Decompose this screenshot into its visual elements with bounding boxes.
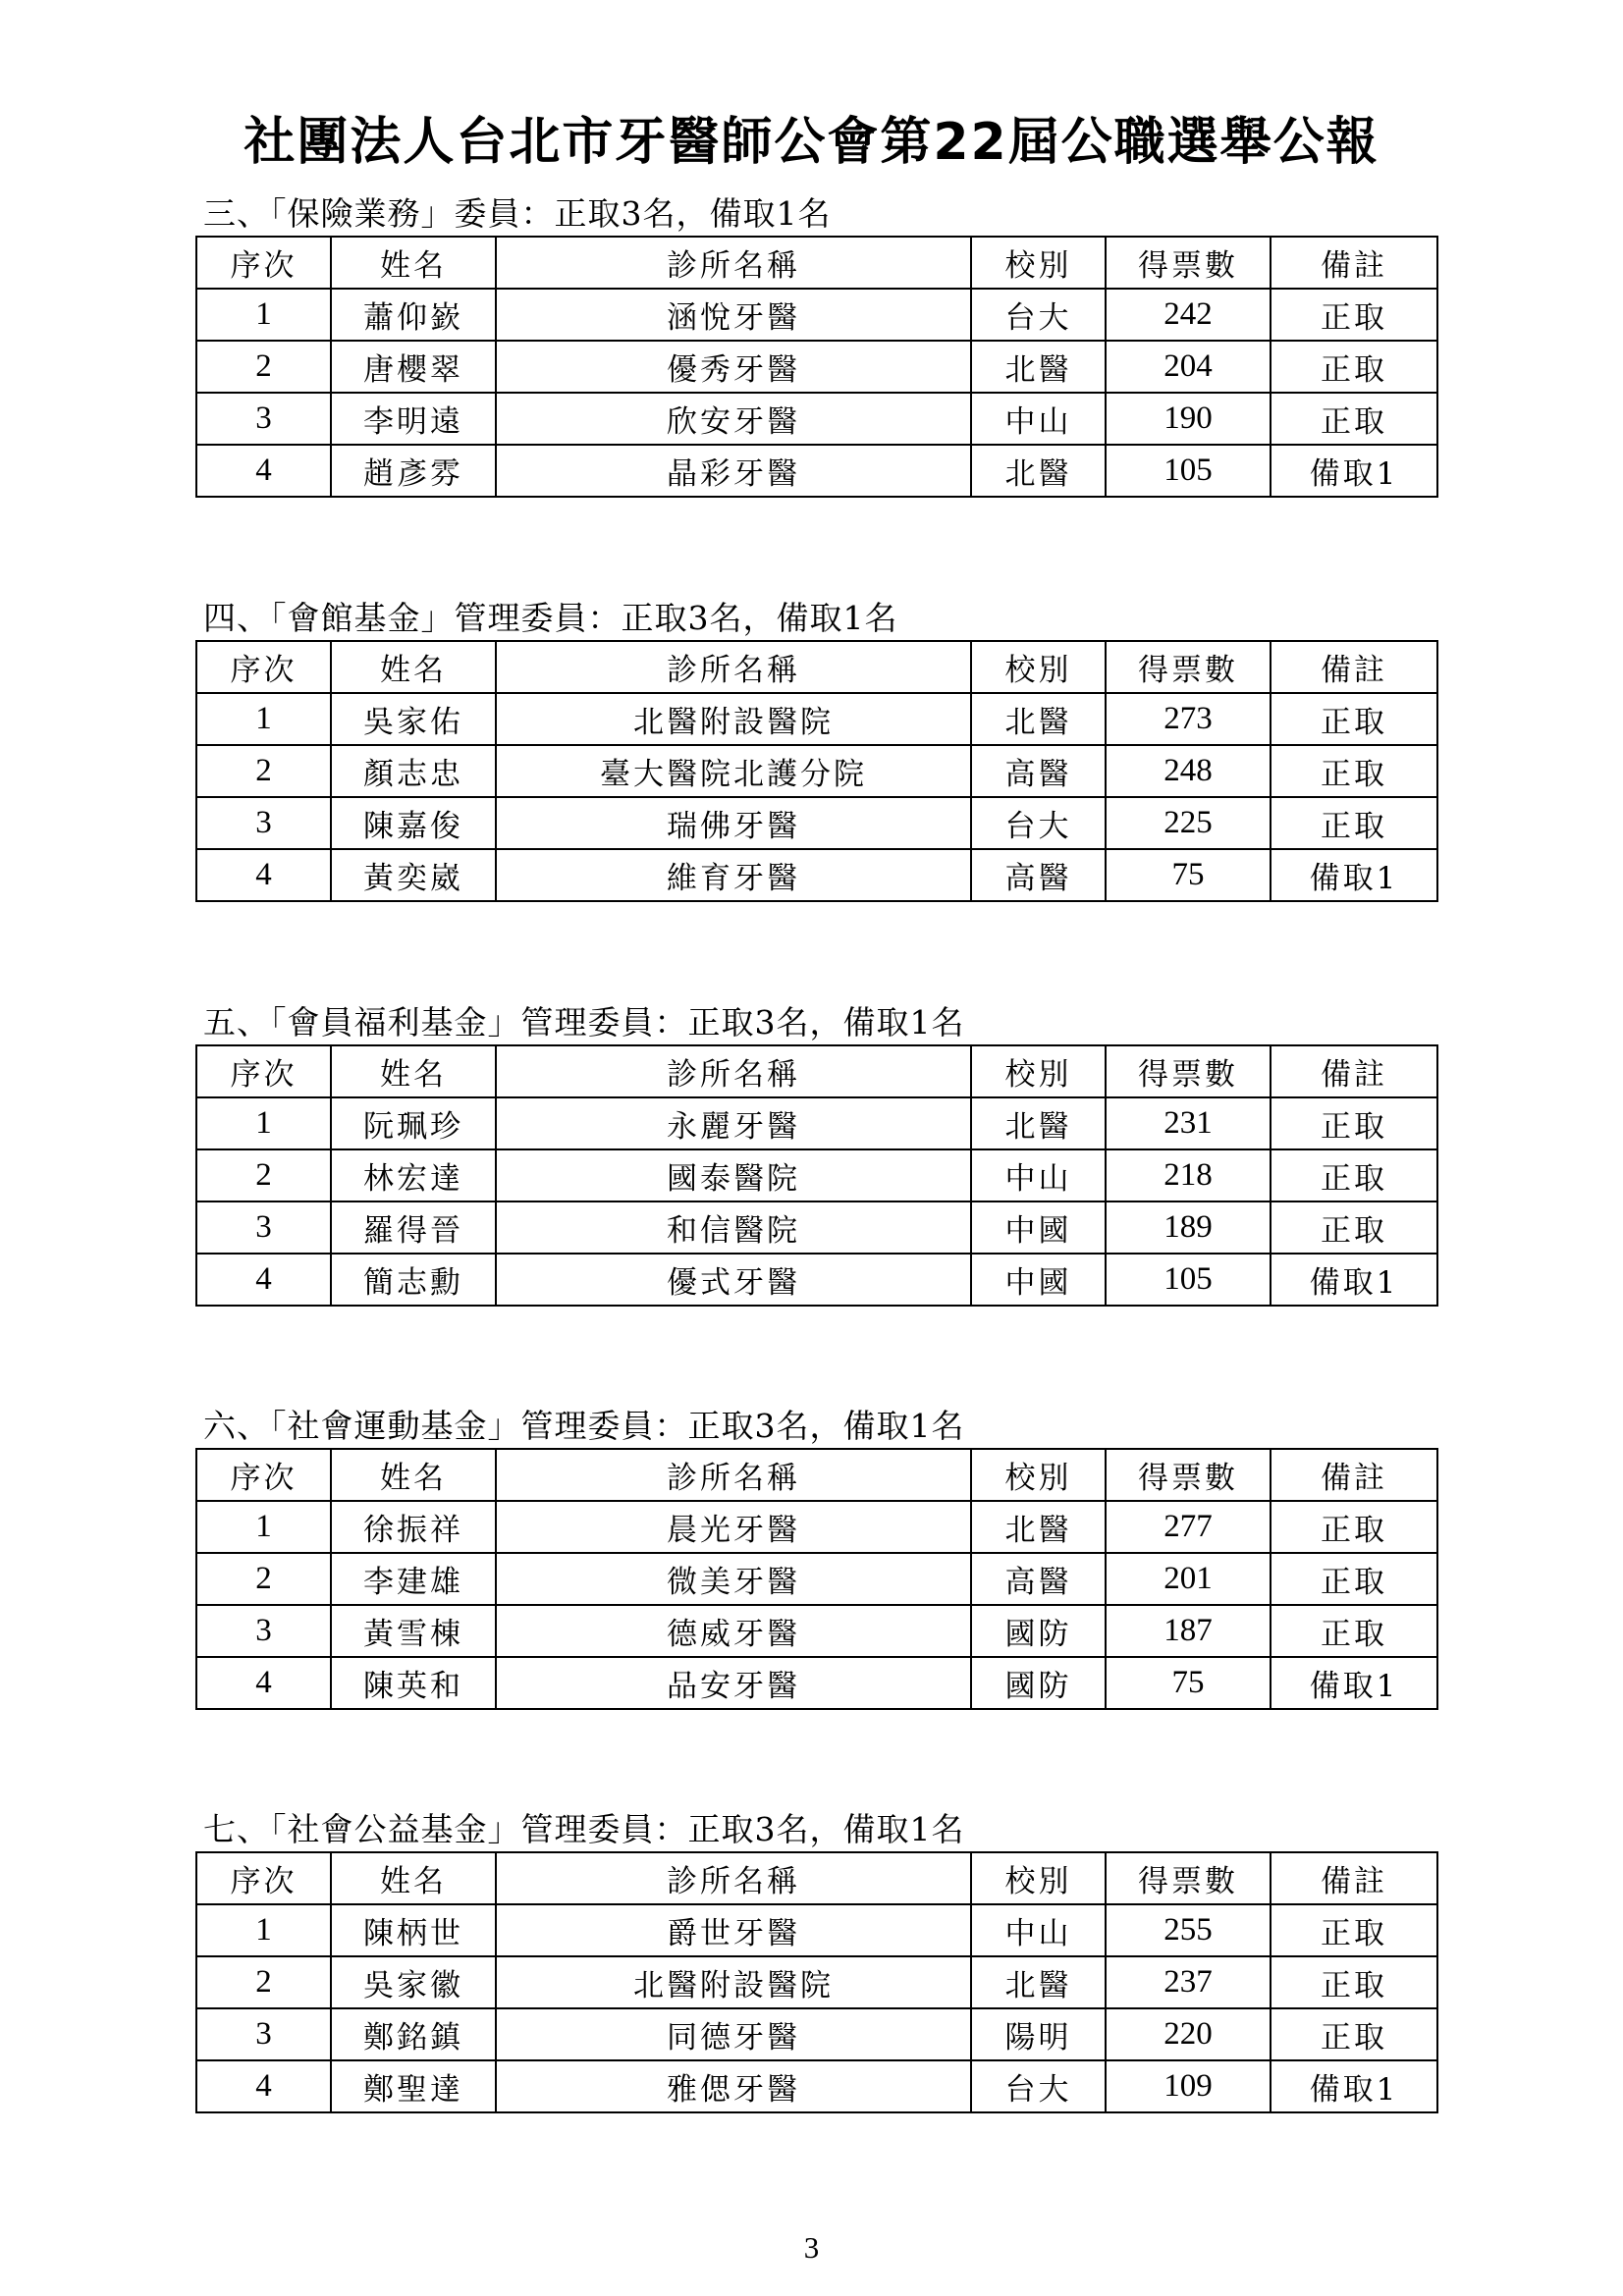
remark-cell: 正取 bbox=[1271, 289, 1437, 341]
rank-cell: 2 bbox=[196, 1149, 331, 1201]
votes-cell: 220 bbox=[1106, 2008, 1271, 2060]
rank-cell: 4 bbox=[196, 445, 331, 497]
header-name: 姓名 bbox=[331, 1449, 496, 1501]
section-heading: 五、「會員福利基金」管理委員：正取3名，備取1名 bbox=[203, 1003, 965, 1041]
clinic-cell: 品安牙醫 bbox=[496, 1657, 971, 1709]
votes-cell: 105 bbox=[1106, 1254, 1271, 1306]
remark-cell: 正取 bbox=[1271, 797, 1437, 849]
rank-cell: 3 bbox=[196, 1201, 331, 1254]
rank-cell: 4 bbox=[196, 1657, 331, 1709]
remark-cell: 正取 bbox=[1271, 1149, 1437, 1201]
name-cell: 陳英和 bbox=[331, 1657, 496, 1709]
header-votes: 得票數 bbox=[1106, 1449, 1271, 1501]
remark-cell: 正取 bbox=[1271, 1201, 1437, 1254]
header-remark: 備註 bbox=[1271, 1449, 1437, 1501]
section-heading: 四、「會館基金」管理委員：正取3名，備取1名 bbox=[203, 599, 898, 637]
header-rank: 序次 bbox=[196, 641, 331, 693]
votes-cell: 231 bbox=[1106, 1097, 1271, 1149]
clinic-cell: 欣安牙醫 bbox=[496, 393, 971, 445]
header-remark: 備註 bbox=[1271, 1852, 1437, 1904]
table-header-row bbox=[196, 237, 1437, 289]
header-votes: 得票數 bbox=[1106, 1852, 1271, 1904]
clinic-cell: 臺大醫院北護分院 bbox=[496, 745, 971, 797]
name-cell: 陳柄世 bbox=[331, 1904, 496, 1956]
table-row bbox=[196, 849, 1437, 901]
votes-cell: 201 bbox=[1106, 1553, 1271, 1605]
section-heading: 三、「保險業務」委員：正取3名，備取1名 bbox=[203, 194, 832, 233]
clinic-cell: 微美牙醫 bbox=[496, 1553, 971, 1605]
name-cell: 簡志勳 bbox=[331, 1254, 496, 1306]
header-school: 校別 bbox=[971, 641, 1106, 693]
page-title: 社團法人台北市牙醫師公會第22屆公職選舉公報 bbox=[243, 113, 1380, 172]
votes-cell: 218 bbox=[1106, 1149, 1271, 1201]
votes-cell: 109 bbox=[1106, 2060, 1271, 2112]
clinic-cell: 瑞佛牙醫 bbox=[496, 797, 971, 849]
table-row bbox=[196, 2060, 1437, 2112]
school-cell: 台大 bbox=[971, 797, 1106, 849]
section-hall-fund bbox=[195, 597, 1436, 902]
school-cell: 高醫 bbox=[971, 745, 1106, 797]
table-row bbox=[196, 393, 1437, 445]
header-rank: 序次 bbox=[196, 1045, 331, 1097]
clinic-cell: 和信醫院 bbox=[496, 1201, 971, 1254]
header-rank: 序次 bbox=[196, 1449, 331, 1501]
school-cell: 陽明 bbox=[971, 2008, 1106, 2060]
section-social-sports-fund bbox=[195, 1405, 1436, 1710]
rank-cell: 1 bbox=[196, 1501, 331, 1553]
name-cell: 林宏達 bbox=[331, 1149, 496, 1201]
remark-cell: 正取 bbox=[1271, 1553, 1437, 1605]
votes-cell: 75 bbox=[1106, 1657, 1271, 1709]
votes-cell: 248 bbox=[1106, 745, 1271, 797]
school-cell: 北醫 bbox=[971, 445, 1106, 497]
rank-cell: 3 bbox=[196, 393, 331, 445]
name-cell: 羅得晉 bbox=[331, 1201, 496, 1254]
clinic-cell: 涵悅牙醫 bbox=[496, 289, 971, 341]
section-heading: 六、「社會運動基金」管理委員：正取3名，備取1名 bbox=[203, 1407, 965, 1445]
rank-cell: 4 bbox=[196, 2060, 331, 2112]
clinic-cell: 晨光牙醫 bbox=[496, 1501, 971, 1553]
school-cell: 台大 bbox=[971, 2060, 1106, 2112]
clinic-cell: 爵世牙醫 bbox=[496, 1904, 971, 1956]
results-table bbox=[195, 1044, 1438, 1307]
table-row bbox=[196, 1501, 1437, 1553]
header-votes: 得票數 bbox=[1106, 237, 1271, 289]
name-cell: 唐櫻翠 bbox=[331, 341, 496, 393]
clinic-cell: 維育牙醫 bbox=[496, 849, 971, 901]
school-cell: 北醫 bbox=[971, 693, 1106, 745]
rank-cell: 3 bbox=[196, 797, 331, 849]
school-cell: 國防 bbox=[971, 1605, 1106, 1657]
rank-cell: 1 bbox=[196, 1904, 331, 1956]
results-table bbox=[195, 236, 1438, 498]
page-number: 3 bbox=[803, 2230, 820, 2265]
rank-cell: 1 bbox=[196, 1097, 331, 1149]
clinic-cell: 北醫附設醫院 bbox=[496, 693, 971, 745]
name-cell: 鄭聖達 bbox=[331, 2060, 496, 2112]
remark-cell: 正取 bbox=[1271, 1097, 1437, 1149]
name-cell: 李建雄 bbox=[331, 1553, 496, 1605]
rank-cell: 1 bbox=[196, 693, 331, 745]
table-header-row bbox=[196, 1449, 1437, 1501]
name-cell: 吳家佑 bbox=[331, 693, 496, 745]
rank-cell: 2 bbox=[196, 1956, 331, 2008]
header-name: 姓名 bbox=[331, 1045, 496, 1097]
table-row bbox=[196, 341, 1437, 393]
clinic-cell: 國泰醫院 bbox=[496, 1149, 971, 1201]
header-rank: 序次 bbox=[196, 237, 331, 289]
name-cell: 黃雪棟 bbox=[331, 1605, 496, 1657]
name-cell: 徐振祥 bbox=[331, 1501, 496, 1553]
school-cell: 北醫 bbox=[971, 1097, 1106, 1149]
rank-cell: 3 bbox=[196, 1605, 331, 1657]
header-clinic: 診所名稱 bbox=[496, 237, 971, 289]
table-row bbox=[196, 1553, 1437, 1605]
rank-cell: 3 bbox=[196, 2008, 331, 2060]
votes-cell: 105 bbox=[1106, 445, 1271, 497]
remark-cell: 正取 bbox=[1271, 341, 1437, 393]
school-cell: 中山 bbox=[971, 1149, 1106, 1201]
section-heading: 七、「社會公益基金」管理委員：正取3名，備取1名 bbox=[203, 1810, 965, 1848]
remark-cell: 正取 bbox=[1271, 1956, 1437, 2008]
header-rank: 序次 bbox=[196, 1852, 331, 1904]
school-cell: 中山 bbox=[971, 1904, 1106, 1956]
header-remark: 備註 bbox=[1271, 1045, 1437, 1097]
rank-cell: 2 bbox=[196, 1553, 331, 1605]
remark-cell: 正取 bbox=[1271, 745, 1437, 797]
header-remark: 備註 bbox=[1271, 641, 1437, 693]
votes-cell: 277 bbox=[1106, 1501, 1271, 1553]
school-cell: 中國 bbox=[971, 1254, 1106, 1306]
header-votes: 得票數 bbox=[1106, 1045, 1271, 1097]
table-row bbox=[196, 1657, 1437, 1709]
rank-cell: 2 bbox=[196, 341, 331, 393]
votes-cell: 225 bbox=[1106, 797, 1271, 849]
header-clinic: 診所名稱 bbox=[496, 1045, 971, 1097]
results-table bbox=[195, 640, 1438, 902]
header-school: 校別 bbox=[971, 1045, 1106, 1097]
table-row bbox=[196, 2008, 1437, 2060]
table-row bbox=[196, 1605, 1437, 1657]
table-header-row bbox=[196, 641, 1437, 693]
school-cell: 中國 bbox=[971, 1201, 1106, 1254]
rank-cell: 2 bbox=[196, 745, 331, 797]
school-cell: 中山 bbox=[971, 393, 1106, 445]
remark-cell: 備取1 bbox=[1271, 849, 1437, 901]
school-cell: 國防 bbox=[971, 1657, 1106, 1709]
clinic-cell: 雅偲牙醫 bbox=[496, 2060, 971, 2112]
remark-cell: 備取1 bbox=[1271, 1254, 1437, 1306]
rank-cell: 1 bbox=[196, 289, 331, 341]
school-cell: 北醫 bbox=[971, 1501, 1106, 1553]
name-cell: 陳嘉俊 bbox=[331, 797, 496, 849]
table-row bbox=[196, 1201, 1437, 1254]
clinic-cell: 晶彩牙醫 bbox=[496, 445, 971, 497]
results-table bbox=[195, 1448, 1438, 1710]
name-cell: 蕭仰嶔 bbox=[331, 289, 496, 341]
school-cell: 台大 bbox=[971, 289, 1106, 341]
remark-cell: 正取 bbox=[1271, 393, 1437, 445]
votes-cell: 204 bbox=[1106, 341, 1271, 393]
name-cell: 趙彥雰 bbox=[331, 445, 496, 497]
section-member-welfare-fund bbox=[195, 1001, 1436, 1307]
remark-cell: 正取 bbox=[1271, 1605, 1437, 1657]
school-cell: 北醫 bbox=[971, 341, 1106, 393]
header-school: 校別 bbox=[971, 1449, 1106, 1501]
remark-cell: 正取 bbox=[1271, 1501, 1437, 1553]
remark-cell: 備取1 bbox=[1271, 1657, 1437, 1709]
header-clinic: 診所名稱 bbox=[496, 1852, 971, 1904]
table-row bbox=[196, 1097, 1437, 1149]
header-name: 姓名 bbox=[331, 641, 496, 693]
votes-cell: 255 bbox=[1106, 1904, 1271, 1956]
table-header-row bbox=[196, 1852, 1437, 1904]
clinic-cell: 北醫附設醫院 bbox=[496, 1956, 971, 2008]
header-school: 校別 bbox=[971, 237, 1106, 289]
clinic-cell: 永麗牙醫 bbox=[496, 1097, 971, 1149]
name-cell: 鄭銘鎮 bbox=[331, 2008, 496, 2060]
remark-cell: 備取1 bbox=[1271, 445, 1437, 497]
votes-cell: 242 bbox=[1106, 289, 1271, 341]
school-cell: 高醫 bbox=[971, 1553, 1106, 1605]
table-row bbox=[196, 1904, 1437, 1956]
name-cell: 顏志忠 bbox=[331, 745, 496, 797]
table-row bbox=[196, 1956, 1437, 2008]
results-table bbox=[195, 1851, 1438, 2113]
votes-cell: 189 bbox=[1106, 1201, 1271, 1254]
remark-cell: 正取 bbox=[1271, 2008, 1437, 2060]
name-cell: 阮珮珍 bbox=[331, 1097, 496, 1149]
remark-cell: 正取 bbox=[1271, 1904, 1437, 1956]
header-clinic: 診所名稱 bbox=[496, 1449, 971, 1501]
remark-cell: 正取 bbox=[1271, 693, 1437, 745]
table-header-row bbox=[196, 1045, 1437, 1097]
clinic-cell: 優秀牙醫 bbox=[496, 341, 971, 393]
clinic-cell: 優式牙醫 bbox=[496, 1254, 971, 1306]
table-row bbox=[196, 693, 1437, 745]
table-row bbox=[196, 797, 1437, 849]
name-cell: 吳家徽 bbox=[331, 1956, 496, 2008]
school-cell: 高醫 bbox=[971, 849, 1106, 901]
table-row bbox=[196, 745, 1437, 797]
votes-cell: 187 bbox=[1106, 1605, 1271, 1657]
table-row bbox=[196, 1254, 1437, 1306]
votes-cell: 75 bbox=[1106, 849, 1271, 901]
header-remark: 備註 bbox=[1271, 237, 1437, 289]
header-clinic: 診所名稱 bbox=[496, 641, 971, 693]
header-name: 姓名 bbox=[331, 1852, 496, 1904]
table-row bbox=[196, 1149, 1437, 1201]
votes-cell: 273 bbox=[1106, 693, 1271, 745]
name-cell: 李明遠 bbox=[331, 393, 496, 445]
clinic-cell: 德威牙醫 bbox=[496, 1605, 971, 1657]
section-public-welfare-fund bbox=[195, 1808, 1436, 2113]
name-cell: 黃奕崴 bbox=[331, 849, 496, 901]
clinic-cell: 同德牙醫 bbox=[496, 2008, 971, 2060]
header-school: 校別 bbox=[971, 1852, 1106, 1904]
rank-cell: 4 bbox=[196, 1254, 331, 1306]
header-votes: 得票數 bbox=[1106, 641, 1271, 693]
remark-cell: 備取1 bbox=[1271, 2060, 1437, 2112]
votes-cell: 190 bbox=[1106, 393, 1271, 445]
table-row bbox=[196, 445, 1437, 497]
votes-cell: 237 bbox=[1106, 1956, 1271, 2008]
rank-cell: 4 bbox=[196, 849, 331, 901]
table-row bbox=[196, 289, 1437, 341]
section-insurance-affairs bbox=[195, 192, 1436, 498]
school-cell: 北醫 bbox=[971, 1956, 1106, 2008]
header-name: 姓名 bbox=[331, 237, 496, 289]
